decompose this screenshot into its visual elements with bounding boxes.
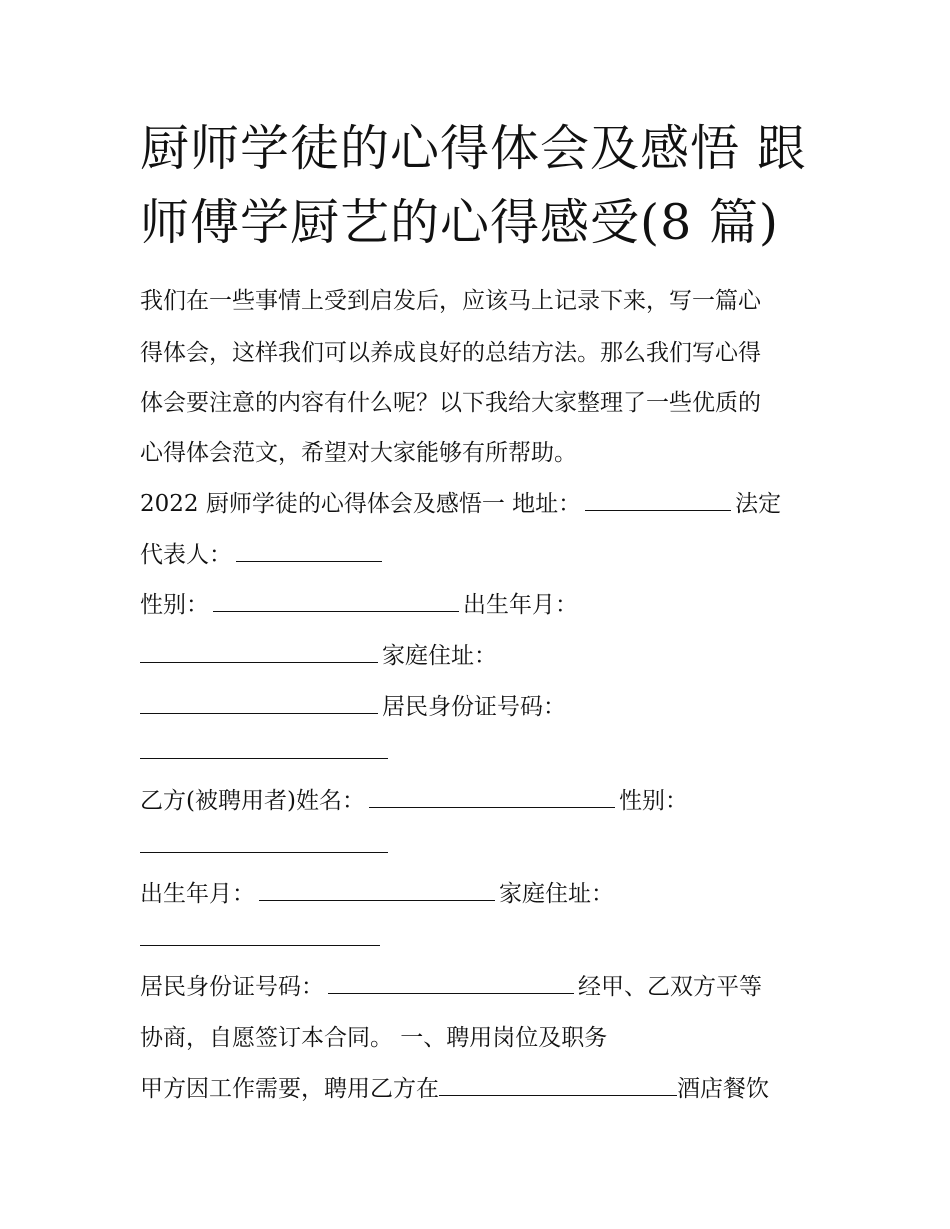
partyb-home-blank — [140, 923, 380, 946]
agree-text-a: 经甲、乙双方平等 — [578, 974, 762, 1000]
gender-blank — [213, 589, 459, 612]
document-title-line-1: 厨师学徒的心得体会及感悟 跟 — [140, 120, 807, 177]
intro-line-4: 心得体会范文，希望对大家能够有所帮助。 — [140, 440, 577, 466]
gender-line — [140, 588, 578, 622]
birth-blank — [140, 640, 378, 663]
partyb-name-blank — [369, 785, 615, 808]
address-blank — [585, 488, 731, 511]
hotel-blank — [439, 1073, 677, 1096]
partyb-name-line — [140, 784, 688, 818]
partyb-home-label: 家庭住址： — [499, 881, 614, 907]
hire-text-a: 甲方因工作需要，聘用乙方在 — [140, 1076, 439, 1102]
partyb-birth-label: 出生年月： — [140, 881, 255, 907]
gender-label: 性别： — [140, 592, 209, 618]
intro-line-2: 得体会，这样我们可以养成良好的总结方法。那么我们写心得 — [140, 340, 761, 366]
partyb-gender-label: 性别： — [618, 788, 688, 814]
home-line — [140, 639, 497, 673]
home-blank — [140, 691, 378, 714]
document-title-line-2: 师傅学厨艺的心得感受(8 篇) — [140, 194, 779, 251]
partyb-home-blank-line — [140, 922, 384, 956]
section-heading-line — [140, 487, 781, 521]
hire-text-b: 酒店餐饮 — [677, 1076, 769, 1102]
id-blank-line — [140, 735, 392, 769]
birth-label: 出生年月： — [463, 592, 578, 618]
legal-rep-line — [140, 538, 386, 572]
partyb-name-label: 乙方(被聘用者)姓名： — [140, 788, 365, 814]
home-label: 家庭住址： — [382, 643, 497, 669]
legal-rep-label-a: 法定 — [735, 491, 782, 517]
id-line — [140, 690, 566, 724]
partyb-id-label: 居民身份证号码： — [140, 974, 324, 1000]
intro-line-3: 体会要注意的内容有什么呢？以下我给大家整理了一些优质的 — [140, 390, 761, 416]
partyb-gender-blank-line — [140, 829, 392, 863]
section-heading: 2022 厨师学徒的心得体会及感悟一 地址： — [140, 491, 582, 517]
legal-rep-label-b: 代表人： — [140, 542, 232, 568]
id-blank — [140, 736, 388, 759]
partyb-id-line — [140, 970, 762, 1004]
partyb-birth-blank — [259, 878, 495, 901]
hire-line — [140, 1072, 769, 1106]
partyb-id-blank — [328, 971, 574, 994]
partyb-gender-blank — [140, 830, 388, 853]
agree-line — [140, 1021, 607, 1055]
partyb-birth-line — [140, 877, 614, 911]
legal-rep-blank — [236, 539, 382, 562]
agree-text-b: 协商，自愿签订本合同。 一、聘用岗位及职务 — [140, 1025, 608, 1051]
id-label: 居民身份证号码： — [382, 694, 566, 720]
intro-line-1: 我们在一些事情上受到启发后，应该马上记录下来，写一篇心 — [140, 288, 761, 314]
